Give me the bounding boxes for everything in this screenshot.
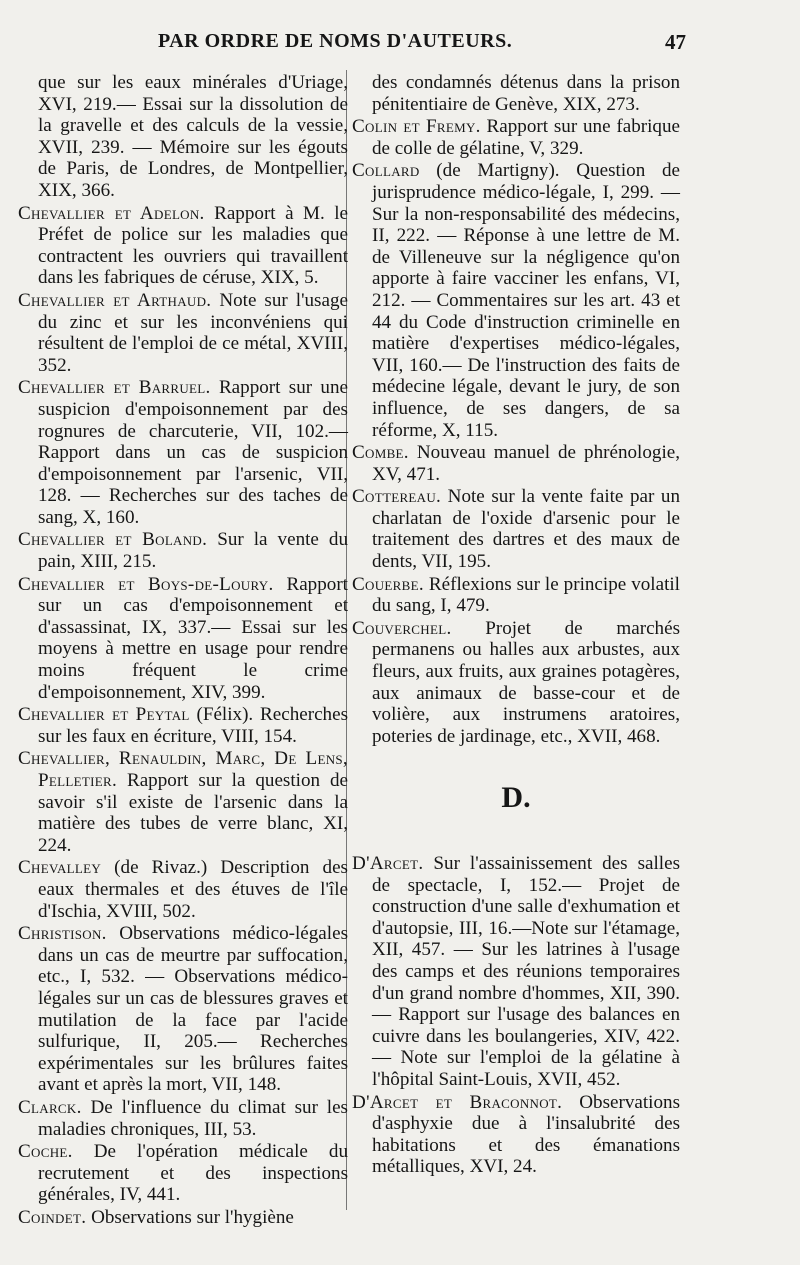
left-column	[18, 72, 348, 1229]
right-column-entries-d	[352, 853, 680, 1178]
author-name: Chevallier et Boys-de-Loury.	[18, 573, 274, 595]
entry-text: (de Rivaz.) Description des eaux thermales et des étuves de l'île d'Ischia, XVIII, 502.	[38, 857, 348, 922]
entry-text: que sur les eaux minérales d'Uriage, XVI, 219.— Essai sur la dissolution de la gravelle et des calculs de la vessie, XVII, 239. — Mémoire sur les égouts de Paris, de Londres, de Montpellier, XIX, 366.	[38, 72, 348, 201]
entry-text: Rapport sur une suspicion d'empoisonnement par des rognures de charcuterie, VII, 102.—Rapport dans un cas de suspicion d'empoisonnement par l'arsenic, VII, 128. — Recherches sur des taches de sang, X, 160.	[38, 377, 348, 528]
index-entry	[352, 486, 680, 572]
index-entry	[352, 618, 680, 748]
entry-text: Rapport sur une fabrique de colle de gélatine, V, 329.	[372, 116, 680, 159]
entry-text: Réflexions sur le principe volatil du sang, I, 479.	[372, 573, 680, 617]
entry-text: Rapport à M. le Préfet de police sur les maladies que contractent les ouvriers qui travaillent dans les fabriques de céruse, XIX, 5.	[38, 202, 348, 289]
author-name: Chevallier et Barruel.	[18, 377, 211, 399]
author-name: D'Arcet et Braconnot.	[352, 1091, 563, 1113]
index-entry	[352, 574, 680, 617]
index-entry	[352, 160, 680, 441]
index-entry	[18, 1141, 348, 1206]
index-entry	[18, 529, 348, 572]
author-name: Combe.	[352, 442, 409, 464]
author-name: Chevallier et Peytal	[18, 704, 190, 726]
author-name: Christison.	[18, 923, 107, 945]
entry-text: Rapport sur un cas d'empoisonnement et d'assassinat, IX, 337.— Essai sur les moyens à mettre en usage pour rendre moins fréquent le crime d'empoisonnement, XIV, 399.	[38, 573, 348, 703]
entry-text: De l'influence du climat sur les maladies chroniques, III, 53.	[38, 1096, 348, 1140]
entry-text: des condamnés détenus dans la prison pénitentiaire de Genève, XIX, 273.	[372, 72, 680, 115]
entry-text: Note sur la vente faite par un charlatan de l'oxide d'arsenic pour le traitement des dartres et des maux de dents, VII, 195.	[372, 486, 680, 573]
index-entry	[18, 748, 348, 856]
index-entry	[18, 203, 348, 289]
entry-text: Sur l'assainissement des salles de spectacle, I, 152.— Projet de construction d'une salle d'exhumation et d'autopsie, III, 16.—Note sur l'étamage, XII, 457. — Sur les latrines à l'usage des camps et des réunions temporaires d'un grand nombre d'hommes, XII, 390. — Rapport sur l'usage des balances en cuivre dans les boulangeries, XIV, 422. — Note sur l'emploi de la gélatine à l'hôpital Saint-Louis, XVII, 452.	[372, 853, 680, 1090]
author-name: Chevallier, Renauldin, Marc, De Lens, Pelletier.	[18, 748, 348, 791]
author-name: Chevallier et Adelon.	[18, 202, 205, 224]
index-entry	[18, 1097, 348, 1140]
author-name: Chevallier et Boland.	[18, 529, 208, 551]
index-entry	[352, 853, 680, 1091]
author-name: Couverchel.	[352, 617, 452, 639]
author-name: Collard	[352, 160, 420, 182]
author-name: D'Arcet.	[352, 853, 424, 874]
author-name: Coindet.	[18, 1206, 87, 1228]
index-entry	[18, 704, 348, 747]
index-entry	[18, 72, 348, 202]
entry-text: Observations sur l'hygiène	[86, 1206, 294, 1228]
entry-text: Nouveau manuel de phrénologie, XV, 471.	[372, 442, 680, 485]
entry-text: (Félix). Recherches sur les faux en écriture, VIII, 154.	[38, 704, 348, 747]
entry-text: Note sur l'usage du zinc et sur les inconvéniens qui résultent de l'emploi de ce métal, XVIII, 352.	[38, 289, 348, 376]
author-name: Chevalley	[18, 857, 102, 879]
entry-text: Projet de marchés permanens ou halles aux arbustes, aux fleurs, aux fruits, aux graines potagères, aux animaux de basse-cour et de volière, aux instrumens aratoires, poteries de jardinage, etc., XVII, 468.	[372, 617, 680, 747]
entry-text: Observations médico-légales dans un cas de meurtre par suffocation, etc., I, 532. — Observations médico-légales sur un cas de blessures graves et mutilation de la face par l'acide sulfurique, II, 205.— Recherches expérimentales sur les brûlures faites avant et après la mort, VII, 148.	[38, 923, 348, 1096]
entry-text: (de Martigny). Question de jurisprudence médico-légale, I, 299. — Sur la non-responsabilité des médecins, II, 222. — Réponse à une lettre de M. de Villeneuve sur la négligence qu'on apporte à faire vacciner les enfans, VI, 212. — Commentaires sur les art. 43 et 44 du Code d'instruction criminelle en matière d'expertises médico-légales, VII, 160.— De l'instruction des faits de médecine légale, devant le jury, de son influence, de ses dangers, de sa réforme, X, 115.	[372, 160, 680, 441]
author-name: Clarck.	[18, 1096, 82, 1118]
index-entry	[18, 377, 348, 528]
author-name: Chevallier et Arthaud.	[18, 289, 212, 311]
author-name: Cottereau.	[352, 486, 442, 508]
author-name: Couerbe.	[352, 573, 424, 595]
index-entry	[18, 574, 348, 704]
entry-text: Rapport sur la question de savoir s'il existe de l'arsenic dans la matière des tubes de verre blanc, XI, 224.	[38, 770, 348, 856]
entry-text: De l'opération médicale du recrutement et des inspections générales, IV, 441.	[38, 1141, 348, 1206]
right-column-entries-c	[352, 72, 680, 747]
author-name: Coche.	[18, 1141, 73, 1163]
running-title: PAR ORDRE DE NOMS D'AUTEURS.	[158, 30, 513, 52]
index-entry	[352, 116, 680, 159]
index-entry	[18, 290, 348, 376]
index-entry	[18, 857, 348, 922]
index-entry	[352, 72, 680, 115]
entry-text: Observations d'asphyxie due à l'insalubrité des habitations et des émanations métalliques, XVI, 24.	[372, 1091, 681, 1178]
page-header	[26, 30, 686, 62]
index-entry	[352, 1092, 680, 1178]
section-letter-d: D.	[501, 781, 531, 815]
author-name: Colin et Fremy.	[352, 116, 481, 138]
entry-text: Sur la vente du pain, XIII, 215.	[38, 529, 349, 573]
index-entry	[18, 923, 348, 1096]
index-entry	[18, 1207, 348, 1229]
page-number: 47	[665, 30, 686, 54]
index-entry	[352, 442, 680, 485]
right-column	[352, 72, 680, 1179]
